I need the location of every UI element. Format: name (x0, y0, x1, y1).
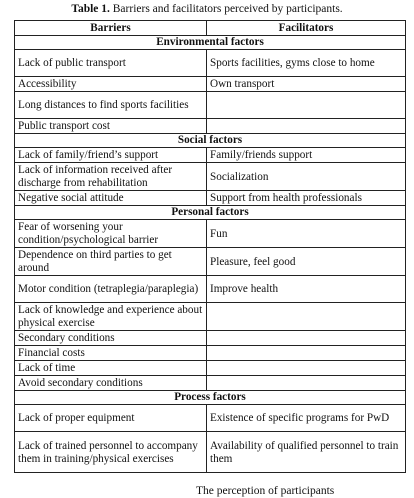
table-row (15, 191, 406, 206)
table-row (15, 346, 406, 361)
section-row (15, 134, 406, 148)
section-row (15, 36, 406, 50)
section-title-social: Social factors (15, 134, 406, 148)
facilitator-cell: Improve health (207, 276, 406, 303)
facilitator-cell: Family/friends support (207, 148, 406, 163)
facilitator-cell: Availability of qualified personnel to train them (207, 432, 406, 473)
facilitator-cell: Existence of specific programs for PwD (207, 405, 406, 432)
facilitator-cell (207, 376, 406, 391)
barrier-cell: Lack of proper equipment (15, 405, 207, 432)
header-barriers: Barriers (15, 21, 207, 36)
facilitator-cell: Own transport (207, 77, 406, 92)
table-row (15, 119, 406, 134)
barrier-cell: Lack of trained personnel to accompany them in training/physical exercises (15, 432, 207, 473)
barrier-cell: Dependence on third parties to get around (15, 248, 207, 276)
caption-text: Barriers and facilitators perceived by participants. (109, 3, 343, 15)
facilitator-cell: Pleasure, feel good (207, 248, 406, 276)
barrier-cell: Secondary conditions (15, 331, 207, 346)
table-row (15, 92, 406, 119)
section-title-process: Process factors (15, 391, 406, 405)
facilitator-cell (207, 92, 406, 119)
barrier-cell: Fear of worsening your condition/psychological barrier (15, 220, 207, 248)
facilitator-cell: Support from health professionals (207, 191, 406, 206)
barrier-cell: Lack of public transport (15, 50, 207, 77)
footer-text: The perception of participants (196, 485, 335, 497)
section-title-personal: Personal factors (15, 206, 406, 220)
barrier-cell: Negative social attitude (15, 191, 207, 206)
facilitator-cell (207, 361, 406, 376)
barrier-cell: Financial costs (15, 346, 207, 361)
table-row (15, 405, 406, 432)
barrier-cell: Long distances to find sports facilities (15, 92, 207, 119)
table-row (15, 376, 406, 391)
table-row (15, 148, 406, 163)
barrier-cell: Public transport cost (15, 119, 207, 134)
section-title-environmental: Environmental factors (15, 36, 406, 50)
header-facilitators: Facilitators (207, 21, 406, 36)
section-row (15, 391, 406, 405)
section-row (15, 206, 406, 220)
facilitator-cell: Socialization (207, 163, 406, 191)
table-row (15, 50, 406, 77)
table-row (15, 248, 406, 276)
table-row (15, 331, 406, 346)
table-row (15, 77, 406, 92)
table-row (15, 361, 406, 376)
barrier-cell: Lack of information received after discharge from rehabilitation (15, 163, 207, 191)
barrier-cell: Motor condition (tetraplegia/paraplegia) (15, 276, 207, 303)
table-row (15, 276, 406, 303)
facilitator-cell: Fun (207, 220, 406, 248)
barrier-cell: Lack of knowledge and experience about physical exercise (15, 303, 207, 331)
facilitator-cell (207, 303, 406, 331)
barrier-cell: Avoid secondary conditions (15, 376, 207, 391)
table-header-row (15, 21, 406, 36)
barrier-cell: Lack of family/friend’s support (15, 148, 207, 163)
table-row (15, 432, 406, 473)
facilitator-cell: Sports facilities, gyms close to home (207, 50, 406, 77)
table-row (15, 163, 406, 191)
table-row (15, 220, 406, 248)
table-row (15, 303, 406, 331)
caption-label: Table 1. (71, 3, 110, 15)
facilitator-cell (207, 331, 406, 346)
barrier-cell: Accessibility (15, 77, 207, 92)
facilitator-cell (207, 119, 406, 134)
barriers-facilitators-table (14, 20, 406, 473)
table-caption (0, 2, 414, 16)
facilitator-cell (207, 346, 406, 361)
barrier-cell: Lack of time (15, 361, 207, 376)
